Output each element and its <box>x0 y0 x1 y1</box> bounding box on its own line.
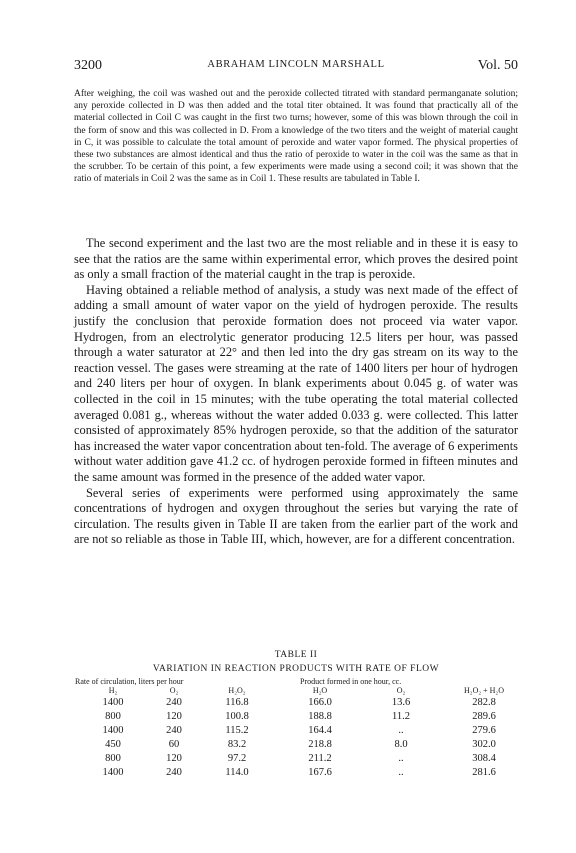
body-paragraph-2: Having obtained a reliable method of analysis, a study was next made of the effect of adding a small amount of water vapor on the yield of hydrogen peroxide. The results justify the conclusion that peroxide formation does not proceed via water vapor. Hydrogen, from an electrolytic generator producing 12.5 liters per hour, was passed through a water saturator at 22° and then led into the dry gas stream on its way to the reaction vessel. The gases were streaming at the rate of 1400 liters per hour of hydrogen and 240 liters per hour of oxygen. In blank experiments about 0.045 g. of water was collected in the coil in 15 minutes; with the tube operating the total material collected averaged 0.081 g., whereas without the water added 0.033 g. were collected. This latter consisted of approximately 85% hydrogen peroxide, so that the addition of the saturator has increased the water vapor concentration about ten-fold. The average of 6 experiments without water addition gave 41.2 cc. of hydrogen peroxide formed in fifteen minutes and the same amount was formed in the presence of the added water vapor. <box>74 282 518 484</box>
table-cell-h2o: 188.8 <box>308 711 332 722</box>
table-cell-h2o2: 83.2 <box>227 739 247 750</box>
table-cell-total: 281.6 <box>472 767 496 778</box>
table-group-header-product: Product formed in one hour, cc. <box>300 677 402 686</box>
table-col-total: H₂O₂ + H₂O <box>464 686 504 695</box>
table-row <box>0 711 576 725</box>
table-cell-o2-product: 13.6 <box>391 697 411 708</box>
table-col-h2o: H₂O <box>312 686 328 695</box>
table-cell-o2: 120 <box>166 753 182 764</box>
table-cell-total: 282.8 <box>472 697 496 708</box>
table-cell-h2o: 211.2 <box>308 753 332 764</box>
table-col-o2: O₂ <box>169 686 179 695</box>
table-cell-o2: 60 <box>168 739 180 750</box>
table-cell-h2: 450 <box>105 739 121 750</box>
table-cell-o2-product: .. <box>398 753 404 764</box>
body-text <box>74 236 518 548</box>
table-cell-h2: 1400 <box>102 697 124 708</box>
table-cell-o2: 240 <box>166 725 182 736</box>
table-cell-o2: 240 <box>166 697 182 708</box>
table-cell-h2o: 164.4 <box>308 725 332 736</box>
table-cell-o2-product: .. <box>398 767 404 778</box>
table-cell-o2-product: 11.2 <box>392 711 410 722</box>
table-row <box>0 725 576 739</box>
table-cell-h2o: 218.8 <box>308 739 332 750</box>
table-row <box>0 753 576 767</box>
table-cell-h2o2: 114.0 <box>225 767 249 778</box>
methods-paragraph: After weighing, the coil was washed out and the peroxide collected titrated with standard permanganate solution; any peroxide collected in D was then added and the total titer obtained. It was found that practically all of the material collected in Coil C was caught in the first two turns; however, some of this was blown through the coil in the form of snow and this was collected in D. From a knowledge of the two titers and the weight of material caught in C, it was possible to calculate the total amount of peroxide and water vapor formed. The physical properties of these two substances are almost identical and thus the ratio of peroxide to water in the coil was the same as that in the scrubber. To be certain of this point, a few experiments were made using a second coil; it was shown that the ratio of materials in Coil 2 was the same as in Coil 1. These results are tabulated in Table I. <box>74 89 518 185</box>
table-cell-h2o2: 100.8 <box>225 711 249 722</box>
body-paragraph-1: The second experiment and the last two are the most reliable and in these it is easy to see that the ratios are the same within experimental error, which proves the desired point as only a small fraction of the material caught in the trap is peroxide. <box>74 236 518 282</box>
table-caption: TABLE II <box>274 650 318 660</box>
table-cell-o2: 120 <box>166 711 182 722</box>
table-cell-total: 302.0 <box>472 739 496 750</box>
table-title: VARIATION IN REACTION PRODUCTS WITH RATE OF FLOW <box>152 664 440 674</box>
table-cell-h2o2: 115.2 <box>225 725 249 736</box>
table-group-header-rate: Rate of circulation, liters per hour <box>75 677 184 686</box>
running-head: ABRAHAM LINCOLN MARSHALL <box>207 59 385 70</box>
body-paragraph-3: Several series of experiments were performed using approximately the same concentrations of hydrogen and oxygen throughout the series but varying the rate of circulation. The results given in Table II are taken from the earlier part of the work and are not so reliable as those in Table III, which, however, are for a different concentration. <box>74 485 518 547</box>
table-cell-total: 279.6 <box>472 725 496 736</box>
table-cell-h2o: 166.0 <box>308 697 332 708</box>
small-print-paragraph <box>74 88 518 186</box>
table-cell-o2-product: 8.0 <box>394 739 408 750</box>
page-number: 3200 <box>74 58 102 73</box>
table-col-h2o2: H₂O₂ <box>228 686 246 695</box>
table-col-h2: H₂ <box>108 686 118 695</box>
table-cell-h2o: 167.6 <box>308 767 332 778</box>
table-row <box>0 697 576 711</box>
table-cell-total: 308.4 <box>472 753 496 764</box>
table-col-o2-product: O₂ <box>396 686 406 695</box>
table-cell-h2o2: 116.8 <box>225 697 249 708</box>
table-row <box>0 739 576 753</box>
table-cell-h2: 1400 <box>102 725 124 736</box>
table-cell-h2o2: 97.2 <box>227 753 247 764</box>
table-cell-h2: 1400 <box>102 767 124 778</box>
table-cell-o2-product: .. <box>398 725 404 736</box>
table-cell-total: 289.6 <box>472 711 496 722</box>
table-cell-h2: 800 <box>105 711 121 722</box>
table-row <box>0 767 576 781</box>
table-cell-h2: 800 <box>105 753 121 764</box>
table-cell-o2: 240 <box>166 767 182 778</box>
page-header <box>74 58 518 76</box>
volume-number: Vol. 50 <box>477 58 518 73</box>
